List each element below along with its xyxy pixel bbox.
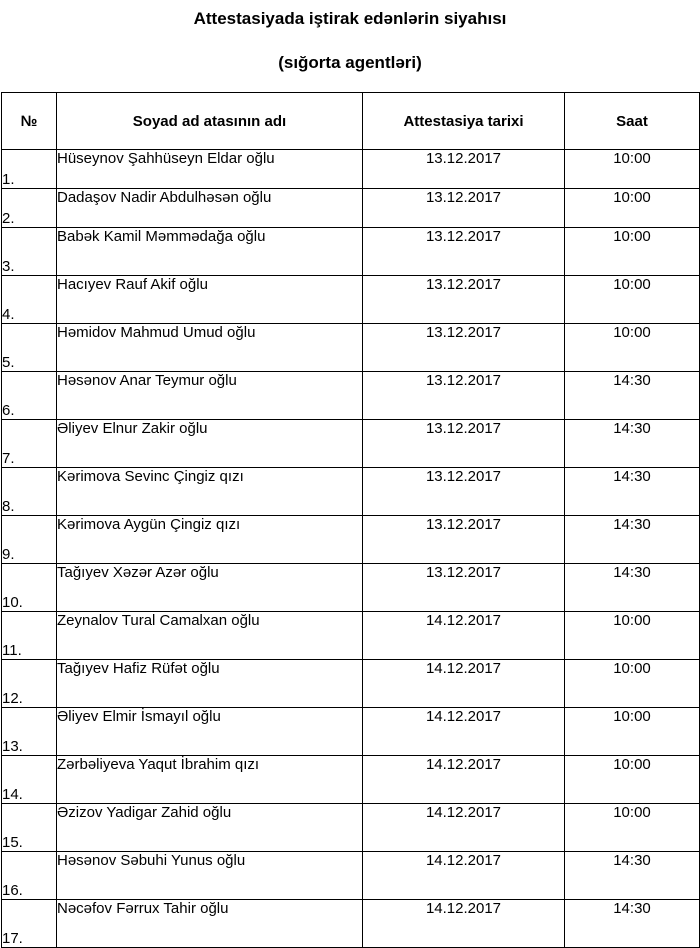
row-name: Babək Kamil Məmmədağa oğlu bbox=[57, 228, 363, 276]
table-row bbox=[2, 420, 700, 468]
row-date: 14.12.2017 bbox=[363, 756, 565, 804]
row-date: 13.12.2017 bbox=[363, 516, 565, 564]
row-time: 14:30 bbox=[565, 516, 700, 564]
header-num: № bbox=[2, 93, 57, 150]
row-time: 14:30 bbox=[565, 372, 700, 420]
table-row bbox=[2, 900, 700, 948]
row-name: Nəcəfov Fərrux Tahir oğlu bbox=[57, 900, 363, 948]
table-row bbox=[2, 189, 700, 228]
row-date: 13.12.2017 bbox=[363, 468, 565, 516]
header-date: Attestasiya tarixi bbox=[363, 93, 565, 150]
row-time: 14:30 bbox=[565, 852, 700, 900]
row-time: 10:00 bbox=[565, 150, 700, 189]
row-time: 14:30 bbox=[565, 468, 700, 516]
row-time: 10:00 bbox=[565, 804, 700, 852]
table-row bbox=[2, 708, 700, 756]
row-time: 14:30 bbox=[565, 564, 700, 612]
attestation-table bbox=[1, 92, 700, 948]
row-name: Əliyev Elmir İsmayıl oğlu bbox=[57, 708, 363, 756]
row-name: Zeynalov Tural Camalxan oğlu bbox=[57, 612, 363, 660]
row-time: 10:00 bbox=[565, 660, 700, 708]
row-name: Həmidov Mahmud Umud oğlu bbox=[57, 324, 363, 372]
row-date: 14.12.2017 bbox=[363, 852, 565, 900]
row-num: 10. bbox=[2, 564, 57, 612]
row-name: Kərimova Sevinc Çingiz qızı bbox=[57, 468, 363, 516]
row-date: 14.12.2017 bbox=[363, 612, 565, 660]
row-num: 16. bbox=[2, 852, 57, 900]
row-num: 6. bbox=[2, 372, 57, 420]
row-num: 2. bbox=[2, 189, 57, 228]
row-date: 13.12.2017 bbox=[363, 372, 565, 420]
row-name: Hüseynov Şahhüseyn Eldar oğlu bbox=[57, 150, 363, 189]
table-row bbox=[2, 564, 700, 612]
row-time: 14:30 bbox=[565, 420, 700, 468]
header-name: Soyad ad atasının adı bbox=[57, 93, 363, 150]
row-date: 14.12.2017 bbox=[363, 660, 565, 708]
table-row bbox=[2, 372, 700, 420]
table-row bbox=[2, 852, 700, 900]
row-name: Tağıyev Hafiz Rüfət oğlu bbox=[57, 660, 363, 708]
row-date: 14.12.2017 bbox=[363, 900, 565, 948]
row-date: 14.12.2017 bbox=[363, 708, 565, 756]
row-name: Dadaşov Nadir Abdulhəsən oğlu bbox=[57, 189, 363, 228]
row-name: Əliyev Elnur Zakir oğlu bbox=[57, 420, 363, 468]
table-row bbox=[2, 516, 700, 564]
row-name: Həsənov Anar Teymur oğlu bbox=[57, 372, 363, 420]
row-date: 14.12.2017 bbox=[363, 804, 565, 852]
table-row bbox=[2, 150, 700, 189]
row-name: Həsənov Səbuhi Yunus oğlu bbox=[57, 852, 363, 900]
row-time: 10:00 bbox=[565, 228, 700, 276]
row-date: 13.12.2017 bbox=[363, 420, 565, 468]
table-row bbox=[2, 612, 700, 660]
row-date: 13.12.2017 bbox=[363, 564, 565, 612]
document-title: Attestasiyada iştirak edənlərin siyahısı bbox=[193, 9, 507, 28]
row-num: 13. bbox=[2, 708, 57, 756]
row-name: Kərimova Aygün Çingiz qızı bbox=[57, 516, 363, 564]
row-name: Zərbəliyeva Yaqut İbrahim qızı bbox=[57, 756, 363, 804]
row-name: Hacıyev Rauf Akif oğlu bbox=[57, 276, 363, 324]
row-num: 4. bbox=[2, 276, 57, 324]
table-row bbox=[2, 276, 700, 324]
row-date: 13.12.2017 bbox=[363, 228, 565, 276]
row-num: 15. bbox=[2, 804, 57, 852]
document-subtitle: (sığorta agentləri) bbox=[278, 53, 422, 72]
row-num: 3. bbox=[2, 228, 57, 276]
row-date: 13.12.2017 bbox=[363, 276, 565, 324]
row-num: 14. bbox=[2, 756, 57, 804]
row-num: 8. bbox=[2, 468, 57, 516]
row-time: 10:00 bbox=[565, 756, 700, 804]
row-date: 13.12.2017 bbox=[363, 189, 565, 228]
header-time: Saat bbox=[565, 93, 700, 150]
row-time: 10:00 bbox=[565, 612, 700, 660]
row-name: Əzizov Yadigar Zahid oğlu bbox=[57, 804, 363, 852]
row-num: 1. bbox=[2, 150, 57, 189]
table-row bbox=[2, 468, 700, 516]
row-time: 10:00 bbox=[565, 708, 700, 756]
row-time: 10:00 bbox=[565, 276, 700, 324]
row-num: 7. bbox=[2, 420, 57, 468]
row-num: 11. bbox=[2, 612, 57, 660]
row-num: 9. bbox=[2, 516, 57, 564]
table-row bbox=[2, 324, 700, 372]
table-row bbox=[2, 756, 700, 804]
row-time: 14:30 bbox=[565, 900, 700, 948]
row-time: 10:00 bbox=[565, 189, 700, 228]
row-num: 17. bbox=[2, 900, 57, 948]
row-date: 13.12.2017 bbox=[363, 150, 565, 189]
table-row bbox=[2, 804, 700, 852]
row-num: 12. bbox=[2, 660, 57, 708]
header-row bbox=[2, 93, 700, 150]
row-time: 10:00 bbox=[565, 324, 700, 372]
table-row bbox=[2, 228, 700, 276]
row-name: Tağıyev Xəzər Azər oğlu bbox=[57, 564, 363, 612]
row-date: 13.12.2017 bbox=[363, 324, 565, 372]
row-num: 5. bbox=[2, 324, 57, 372]
table-row bbox=[2, 660, 700, 708]
